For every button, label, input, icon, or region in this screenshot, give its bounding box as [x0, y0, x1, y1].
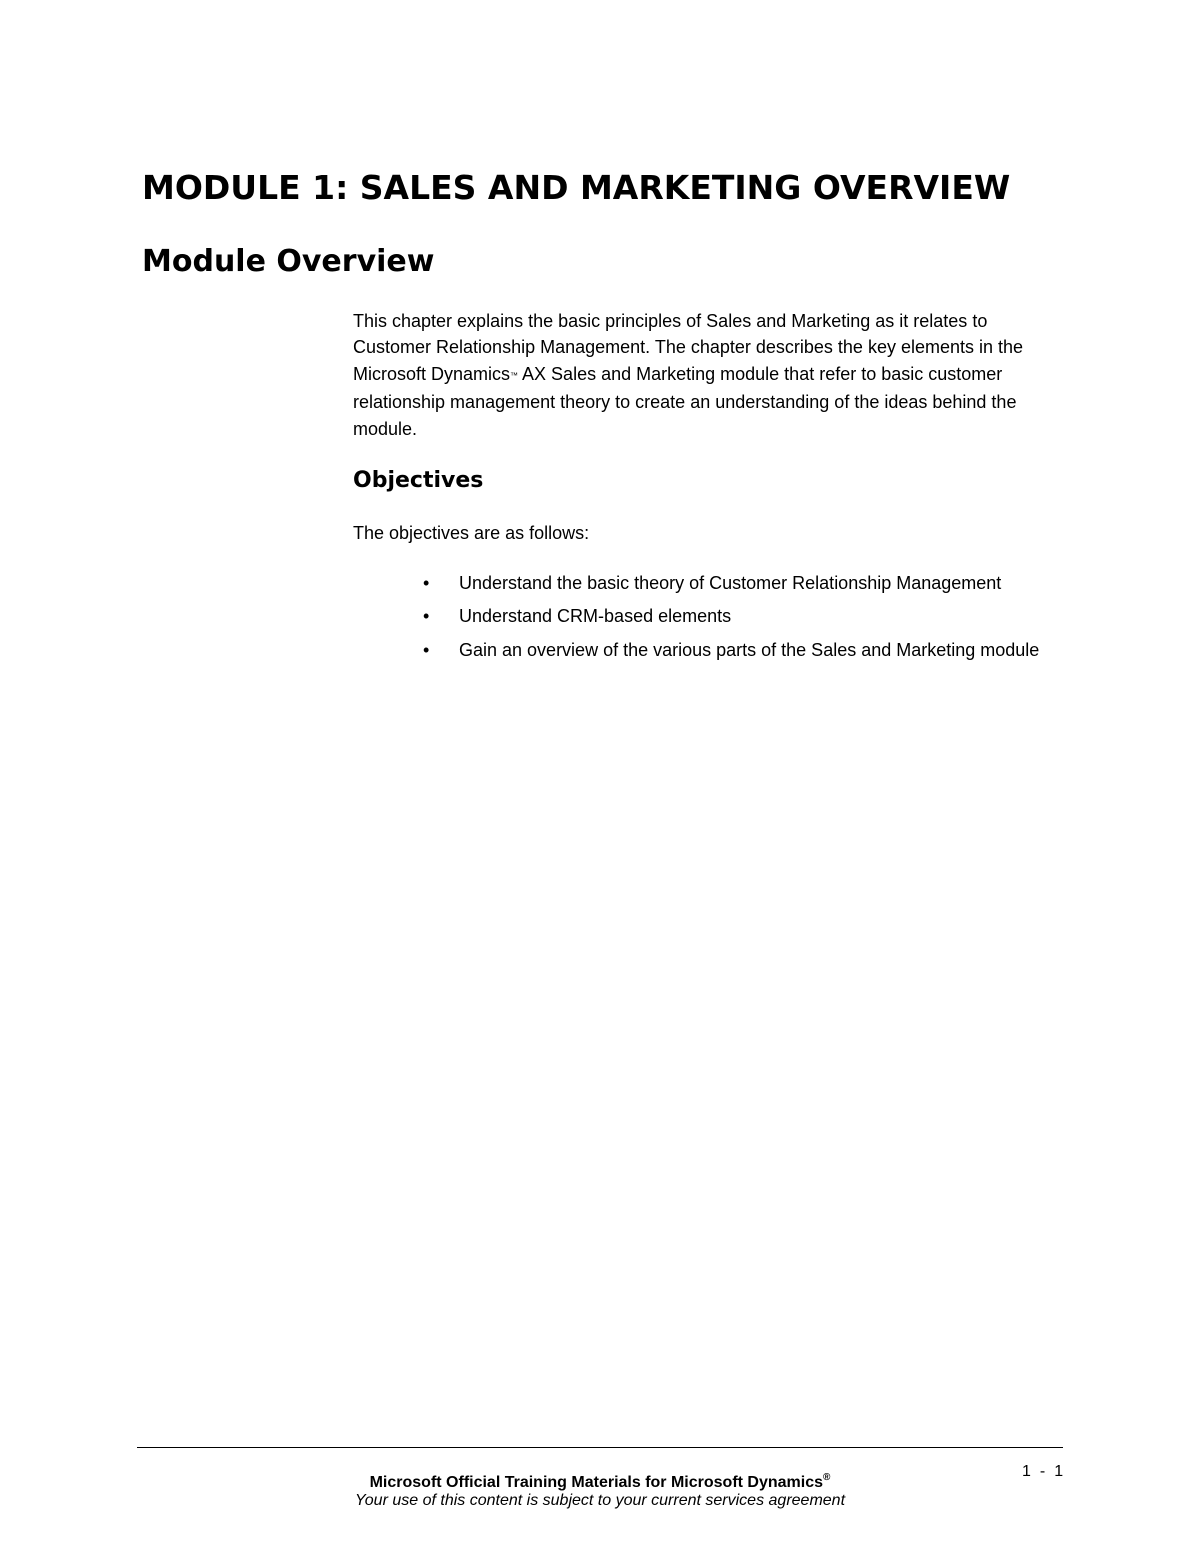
bullet-icon: •	[423, 606, 430, 627]
objectives-intro: The objectives are as follows:	[353, 523, 590, 543]
footer-notice: Your use of this content is subject to your current services agreement	[354, 1492, 846, 1509]
intro-paragraph	[353, 308, 1053, 442]
bullet-icon: •	[423, 639, 430, 660]
intro-text-part2: AX Sales and Marketing module that refer to basic customer relationship management theory to create an understanding of the ideas behind the module.	[353, 363, 1017, 439]
objectives-heading: Objectives	[353, 468, 484, 493]
list-item	[353, 570, 1053, 596]
footer-title	[0, 1468, 1200, 1493]
body-column	[353, 308, 1053, 660]
section-title: Module Overview	[142, 244, 435, 279]
bullet-icon: •	[423, 573, 430, 593]
objective-text: Understand the basic theory of Customer Relationship Management	[459, 573, 1002, 593]
registered-mark: ®	[823, 1472, 831, 1483]
objectives-list	[353, 570, 1053, 670]
footer-divider	[137, 1447, 1063, 1448]
list-item	[353, 637, 1053, 663]
trademark-mark: ™	[510, 370, 519, 380]
list-item	[353, 603, 1053, 629]
objective-text: Understand CRM-based elements	[459, 606, 732, 627]
footer-title-text: Microsoft Official Training Materials for Microsoft Dynamics	[369, 1474, 824, 1491]
intro-text-part1: This chapter explains the basic principles of Sales and Marketing as it relates to Customer Relationship Management. The chapter describes the key elements in the Microsoft Dynamics	[353, 311, 1024, 384]
objective-text: Gain an overview of the various parts of the Sales and Marketing module	[459, 639, 1040, 660]
page-number: 1-1	[1022, 1463, 1073, 1480]
module-title: MODULE 1: SALES AND MARKETING OVERVIEW	[142, 168, 1011, 207]
